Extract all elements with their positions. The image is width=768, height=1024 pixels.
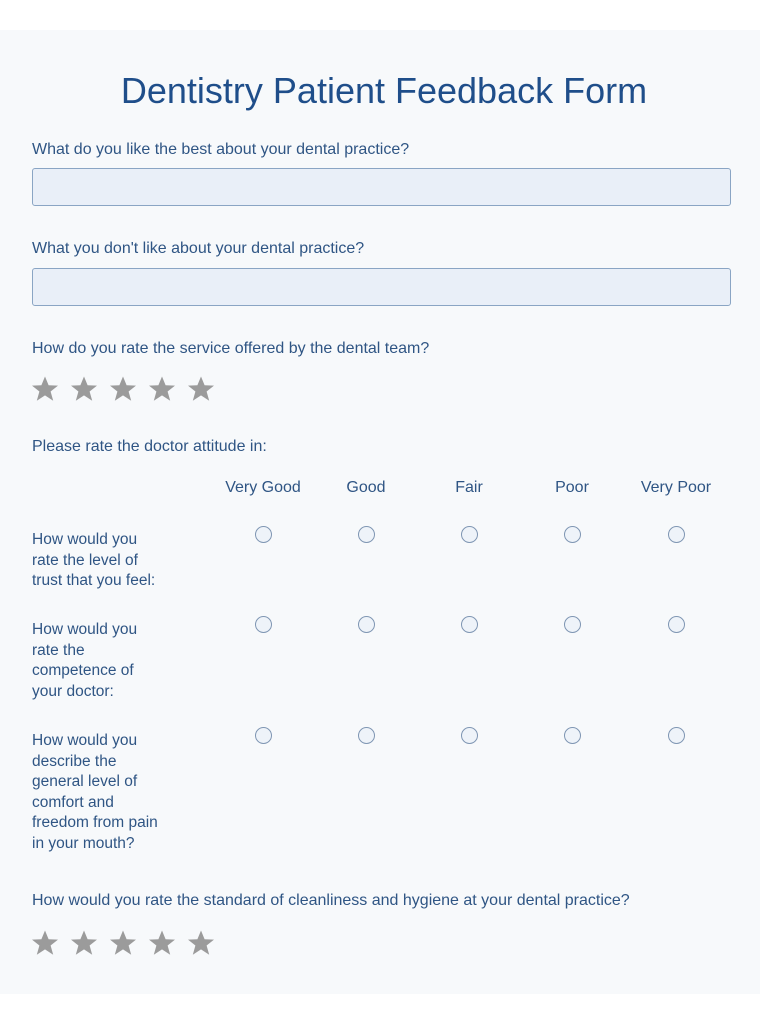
matrix-radio-icon[interactable]	[564, 526, 581, 543]
matrix-column-header: Very Poor	[640, 479, 712, 496]
service-rating-star-icon[interactable]	[108, 374, 138, 404]
matrix-radio-icon[interactable]	[255, 616, 272, 633]
matrix-row-label-line: trust that you feel:	[32, 572, 156, 589]
matrix-column-header: Very Good	[225, 479, 301, 496]
service-rating-star-icon[interactable]	[69, 374, 99, 404]
question-doctor-attitude-label: Please rate the doctor attitude in:	[32, 438, 267, 455]
best-answer-input[interactable]	[32, 168, 731, 206]
matrix-radio-icon[interactable]	[564, 727, 581, 744]
matrix-column-header: Fair	[455, 479, 483, 496]
matrix-row-label-line: comfort and	[32, 793, 114, 811]
matrix-radio-icon[interactable]	[358, 526, 375, 543]
matrix-row-label-line: How would you	[32, 531, 138, 548]
matrix-radio-icon[interactable]	[461, 526, 478, 543]
matrix-radio-icon[interactable]	[564, 616, 581, 633]
matrix-row-label-line: general level of	[32, 773, 138, 790]
matrix-radio-icon[interactable]	[255, 727, 272, 744]
matrix-radio-icon[interactable]	[461, 616, 478, 633]
question-service-rating-label: How do you rate the service offered by the dental team?	[32, 340, 430, 357]
cleanliness-rating-star-icon[interactable]	[108, 928, 138, 958]
matrix-row-label-line: How would you	[32, 732, 138, 749]
matrix-row-label-line: competence of	[32, 662, 134, 679]
matrix-column-header: Poor	[555, 479, 589, 496]
matrix-radio-icon[interactable]	[461, 727, 478, 744]
matrix-radio-icon[interactable]	[668, 526, 685, 543]
matrix-row-label-line: rate the level of	[32, 551, 138, 569]
matrix-row-label-line: your doctor:	[32, 682, 114, 700]
dislike-answer-input[interactable]	[32, 268, 731, 306]
matrix-row-label-line: in your mouth?	[32, 834, 135, 852]
cleanliness-rating-star-icon[interactable]	[69, 928, 99, 958]
matrix-radio-icon[interactable]	[255, 526, 272, 543]
matrix-row-label	[32, 731, 202, 854]
service-rating-star-icon[interactable]	[147, 374, 177, 404]
matrix-row-label-line: describe the	[32, 752, 117, 770]
matrix-row-label-line: freedom from pain	[32, 814, 158, 831]
cleanliness-rating-star-icon[interactable]	[30, 928, 60, 958]
service-rating-stars	[30, 374, 216, 404]
matrix-radio-icon[interactable]	[668, 616, 685, 633]
matrix-row-label-line: How would you	[32, 621, 138, 638]
question-dislike-label: What you don't like about your dental practice?	[32, 240, 365, 257]
matrix-row-label	[32, 620, 202, 702]
matrix-radio-icon[interactable]	[358, 727, 375, 744]
service-rating-star-icon[interactable]	[186, 374, 216, 404]
cleanliness-rating-star-icon[interactable]	[186, 928, 216, 958]
matrix-row-label-line: rate the	[32, 641, 85, 659]
matrix-column-header: Good	[346, 479, 386, 496]
cleanliness-rating-stars	[30, 928, 216, 958]
cleanliness-rating-star-icon[interactable]	[147, 928, 177, 958]
question-best-label: What do you like the best about your dental practice?	[32, 141, 410, 158]
form-title: Dentistry Patient Feedback Form	[120, 70, 648, 111]
question-cleanliness-label: How would you rate the standard of cleanliness and hygiene at your dental practice?	[32, 892, 630, 909]
matrix-radio-icon[interactable]	[358, 616, 375, 633]
service-rating-star-icon[interactable]	[30, 374, 60, 404]
matrix-radio-icon[interactable]	[668, 727, 685, 744]
matrix-row-label	[32, 530, 202, 592]
